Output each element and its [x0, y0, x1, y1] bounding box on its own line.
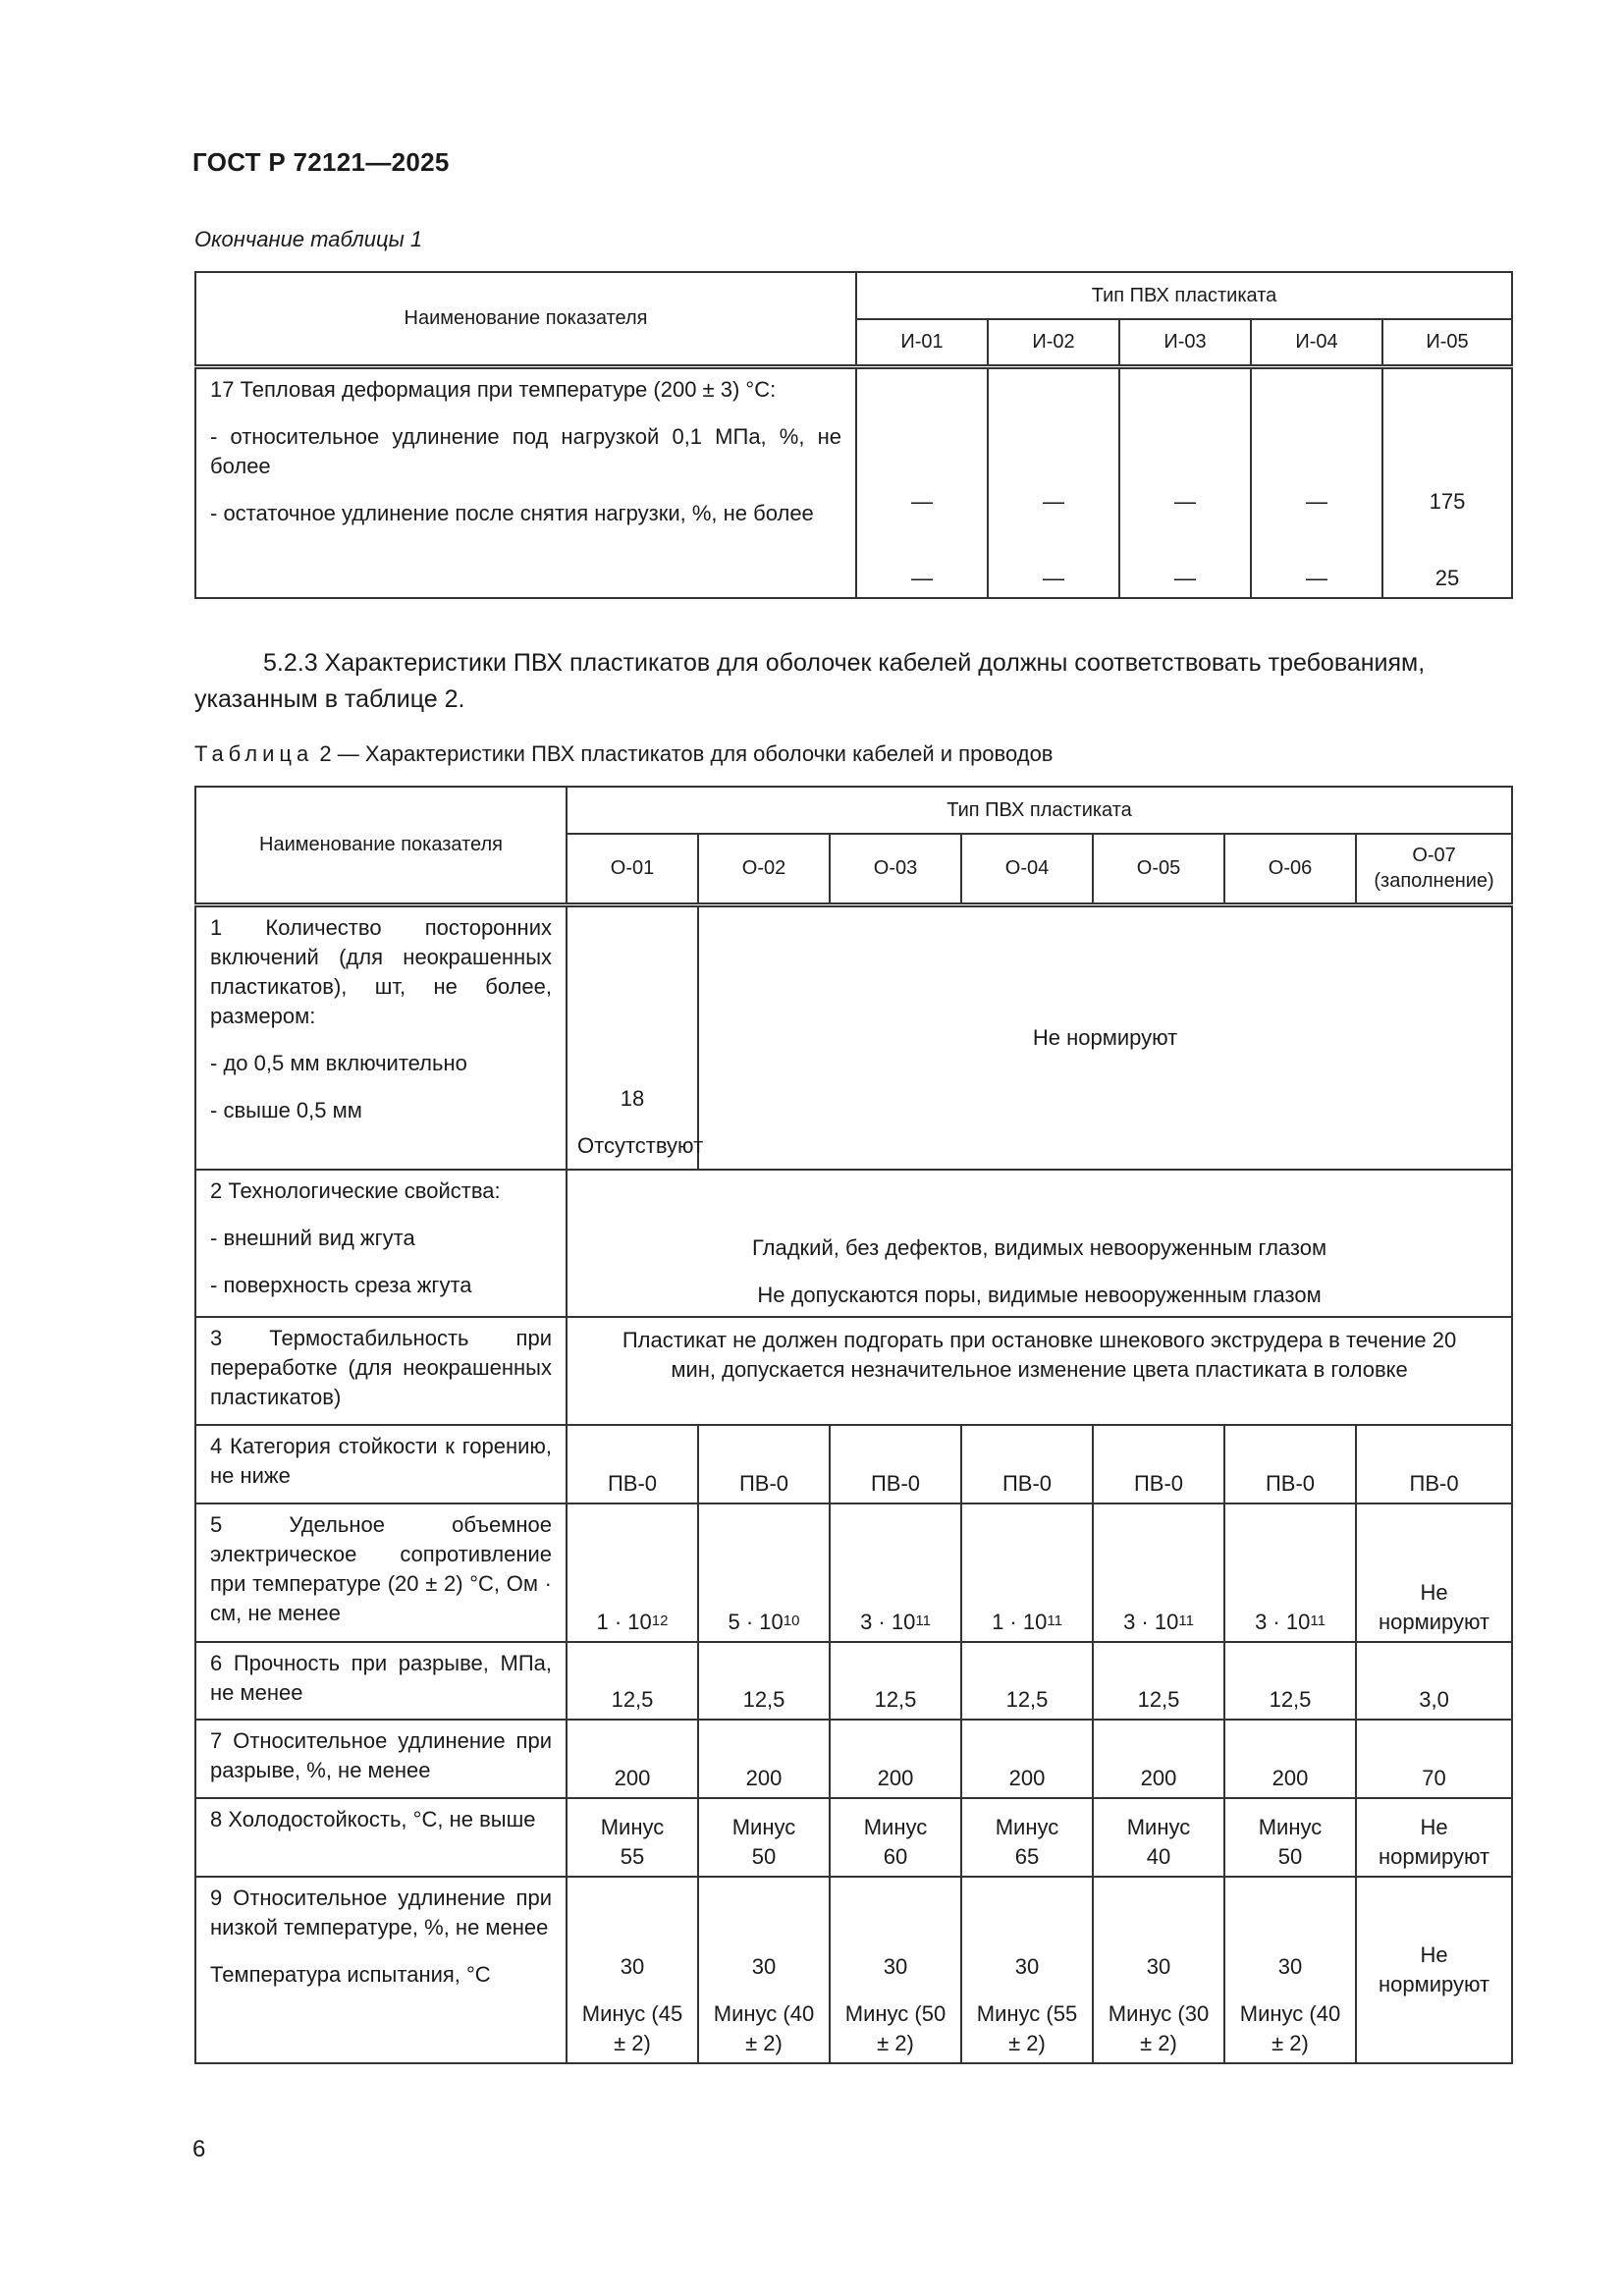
- table1-row17-cell: — —: [988, 366, 1119, 598]
- table1-col-header: И-04: [1251, 319, 1382, 366]
- table2-row7-cell: 200: [830, 1720, 961, 1798]
- row2-title: 2 Технологические свойства:: [210, 1178, 501, 1203]
- table2-col-header: О-07 (заполнение): [1356, 834, 1512, 904]
- table2-row5-last: Не нормируют: [1356, 1503, 1512, 1642]
- table2-row8-cell: Минус 50: [698, 1798, 830, 1877]
- row17-sub1: - относительное удлинение под нагрузкой 0,1 МПа, %, не более: [210, 423, 841, 478]
- table2-row8-last: Не нормируют: [1356, 1798, 1512, 1877]
- table2-row9-cell: 30 Минус (40 ± 2): [698, 1877, 830, 2063]
- table2-type-header: Тип ПВХ пластиката: [567, 787, 1512, 834]
- table2-row9-cell: 30 Минус (40 ± 2): [1224, 1877, 1356, 2063]
- row2-sub1: - внешний вид жгута: [210, 1226, 415, 1250]
- table2-row8-cell: Минус 60: [830, 1798, 961, 1877]
- row9-subtitle: Температура испытания, °С: [210, 1962, 491, 1987]
- table1-continuation-title: Окончание таблицы 1: [194, 227, 423, 251]
- row1-title: 1 Количество посторонних включений (для неокрашенных пластикатов), шт, не более, размером:: [210, 914, 552, 1028]
- table2-row6-cell: 12,5: [698, 1642, 830, 1720]
- table2-row1-o01: 18 Отсутствуют: [567, 904, 698, 1170]
- table2-row6-cell: 12,5: [961, 1642, 1093, 1720]
- table2-col-header: О-04: [961, 834, 1093, 904]
- table2-row3-value: Пластикат не должен подгорать при остановке шнекового экструдера в течение 20 мин, допускается незначительное изменение цвета пластиката в головке: [567, 1317, 1512, 1425]
- table2-caption: Таблица 2 — Характеристики ПВХ пластикатов для оболочки кабелей и проводов: [194, 741, 1054, 766]
- table2-param-header: Наименование показателя: [195, 787, 567, 904]
- table2-row9-cell: 30 Минус (50 ± 2): [830, 1877, 961, 2063]
- body-paragraph: 5.2.3 Характеристики ПВХ пластикатов для оболочек кабелей должны соответствовать требованиям, указанным в таблице 2.: [194, 649, 1426, 713]
- table2-row9-label: [195, 1877, 567, 2063]
- table1-col-header: И-01: [856, 319, 988, 366]
- table2-row6-cell: 12,5: [1093, 1642, 1224, 1720]
- row17-sub2: - остаточное удлинение после снятия нагрузки, %, не более: [210, 500, 814, 525]
- table2-row6-cell: 12,5: [830, 1642, 961, 1720]
- table1-row17-cell: — —: [1251, 366, 1382, 598]
- table2-row5-cell: $3 \cdot 10^{11}$: [1224, 1503, 1356, 1642]
- table2-row7-cell: 200: [961, 1720, 1093, 1798]
- table2-row5-cell: $3 \cdot 10^{11}$: [830, 1503, 961, 1642]
- table1-col-header: И-03: [1119, 319, 1251, 366]
- table2-row4-cell: ПВ-0: [567, 1425, 698, 1503]
- table2-row8-cell: Минус 65: [961, 1798, 1093, 1877]
- table1-row17-cell: — —: [1119, 366, 1251, 598]
- table2-row4-cell: ПВ-0: [830, 1425, 961, 1503]
- table1-col-header: И-02: [988, 319, 1119, 366]
- table2-row6-cell: 3,0: [1356, 1642, 1512, 1720]
- table2-row8-cell: Минус 50: [1224, 1798, 1356, 1877]
- table2-row2-label: [195, 1170, 567, 1317]
- row17-title: 17 Тепловая деформация при температуре (200 ± 3) °С:: [210, 376, 777, 402]
- table2-row8-cell: Минус 55: [567, 1798, 698, 1877]
- table2-col-header: О-03: [830, 834, 961, 904]
- table2-row7-cell: 200: [698, 1720, 830, 1798]
- table2-col-header: О-01: [567, 834, 698, 904]
- table2-col-header: О-06: [1224, 834, 1356, 904]
- table2-row7-cell: 200: [567, 1720, 698, 1798]
- table2-row8-label: 8 Холодостойкость, °С, не выше: [195, 1798, 567, 1877]
- table2-row3-label: 3 Термостабильность при переработке (для неокрашенных пластикатов): [195, 1317, 567, 1425]
- table2-row9-cell: 30 Минус (45 ± 2): [567, 1877, 698, 2063]
- table2-row1-others: Не нормируют: [698, 904, 1512, 1170]
- table2-row5-cell: $3 \cdot 10^{11}$: [1093, 1503, 1224, 1642]
- table2-row4-cell: ПВ-0: [1093, 1425, 1224, 1503]
- table1: [194, 271, 1513, 599]
- table1-param-header: Наименование показателя: [195, 272, 856, 366]
- table2: [194, 786, 1513, 2064]
- table2-row7-cell: 70: [1356, 1720, 1512, 1798]
- table1-row17-label: [195, 366, 856, 598]
- table1-type-header: Тип ПВХ пластиката: [856, 272, 1512, 319]
- row1-sub2: - свыше 0,5 мм: [210, 1097, 362, 1122]
- table2-row9-cell: 30 Минус (55 ± 2): [961, 1877, 1093, 2063]
- table2-row7-cell: 200: [1093, 1720, 1224, 1798]
- table1-row17-cell: — —: [856, 366, 988, 598]
- table1-col-header: И-05: [1382, 319, 1512, 366]
- row1-sub1: - до 0,5 мм включительно: [210, 1050, 467, 1075]
- table2-row9-cell: 30 Минус (30 ± 2): [1093, 1877, 1224, 2063]
- table2-row6-label: 6 Прочность при разрыве, МПа, не менее: [195, 1642, 567, 1720]
- table2-row4-cell: ПВ-0: [1356, 1425, 1512, 1503]
- table2-row5-label: 5 Удельное объемное электрическое сопротивление при температуре (20 ± 2) °С, Ом · см, не менее: [195, 1503, 567, 1642]
- page-number: 6: [192, 2136, 206, 2162]
- table2-row6-cell: 12,5: [567, 1642, 698, 1720]
- table2-row4-cell: ПВ-0: [698, 1425, 830, 1503]
- table2-row9-last: Не нормируют: [1356, 1877, 1512, 2063]
- row9-title: 9 Относительное удлинение при низкой температуре, %, не менее: [210, 1886, 552, 1940]
- table2-row5-cell: $5 \cdot 10^{10}$: [698, 1503, 830, 1642]
- document-header: ГОСТ Р 72121—2025: [192, 147, 450, 177]
- table2-row8-cell: Минус 40: [1093, 1798, 1224, 1877]
- table2-row4-cell: ПВ-0: [961, 1425, 1093, 1503]
- table2-row5-cell: $1 \cdot 10^{11}$: [961, 1503, 1093, 1642]
- table2-row7-label: 7 Относительное удлинение при разрыве, %, не менее: [195, 1720, 567, 1798]
- table2-row4-label: 4 Категория стойкости к горению, не ниже: [195, 1425, 567, 1503]
- table2-row2-values: Гладкий, без дефектов, видимых невооруженным глазом Не допускаются поры, видимые невооруженным глазом: [567, 1170, 1512, 1317]
- row2-sub2: - поверхность среза жгута: [210, 1273, 472, 1297]
- table2-row7-cell: 200: [1224, 1720, 1356, 1798]
- table2-row1-label: [195, 904, 567, 1170]
- table2-col-header: О-02: [698, 834, 830, 904]
- table2-col-header: О-05: [1093, 834, 1224, 904]
- table2-row6-cell: 12,5: [1224, 1642, 1356, 1720]
- table1-row17-cell: 175 25: [1382, 366, 1512, 598]
- table2-row4-cell: ПВ-0: [1224, 1425, 1356, 1503]
- table2-row5-cell: $1 \cdot 10^{12}$: [567, 1503, 698, 1642]
